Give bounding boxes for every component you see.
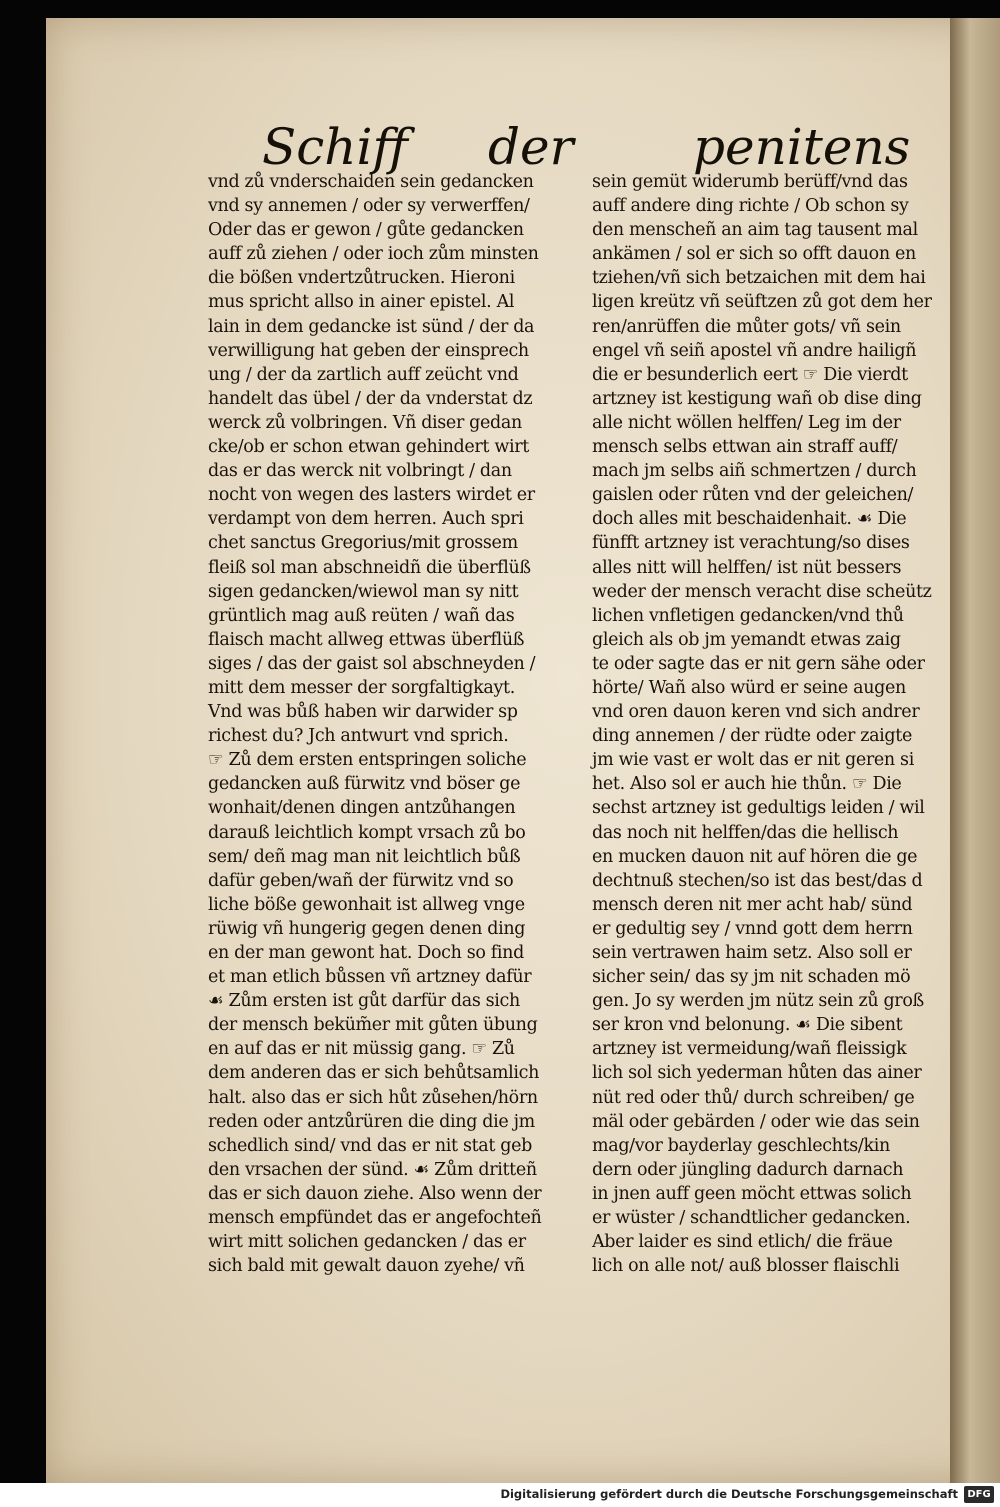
text-line: nocht von wegen des lasters wirdet er: [208, 485, 535, 506]
text-line: lich on alle not/ auß blosser flaischli: [592, 1256, 900, 1277]
text-line: vnd sy annemen / oder sy verwerffen/: [208, 196, 530, 217]
text-line: vnd oren dauon keren vnd sich andrer: [592, 702, 920, 723]
text-line: Oder das er gewon / gůte gedancken: [208, 220, 524, 241]
text-line: wirt mitt solichen gedancken / das er: [208, 1232, 526, 1253]
text-line: Vnd was bůß haben wir darwider sp: [208, 702, 518, 723]
text-line: reden oder antzůrüren die ding die jm: [208, 1111, 535, 1132]
text-line: dechtnuß stechen/so ist das best/das d: [592, 870, 923, 891]
header-right-word: penitens: [693, 118, 911, 176]
text-line: weder der mensch veracht dise scheütz: [592, 581, 932, 602]
text-line: sechst artzney ist gedultigs leiden / wil: [592, 798, 925, 819]
text-line: lichen vnfletigen gedancken/vnd thů: [592, 605, 904, 626]
text-line: en auf das er nit müssig gang. ☞ Zů: [208, 1039, 515, 1060]
text-line: vnd zů vnderschaiden sein gedancken: [208, 172, 534, 192]
text-line: mus spricht allso in ainer epistel. Al: [208, 292, 515, 313]
text-line: gaislen oder růten vnd der geleichen/: [592, 485, 914, 506]
text-line: gedancken auß fürwitz vnd böser ge: [208, 774, 521, 795]
text-line: ☞ Zů dem ersten entspringen soliche: [208, 750, 527, 771]
text-line: mäl oder gebärden / oder wie das sein: [592, 1111, 920, 1132]
text-line: ligen kreütz vñ seüftzen zů got dem her: [592, 292, 932, 313]
text-line: alles nitt will helffen/ ist nüt bessers: [592, 557, 902, 578]
text-line: engel vñ seiñ apostel vñ andre hailigñ: [592, 340, 917, 361]
header-middle-word: der: [488, 118, 574, 176]
text-line: verwilligung hat geben der einsprech: [208, 340, 529, 361]
text-line: doch alles mit beschaidenhait. ☙ Die: [592, 509, 907, 530]
text-line: cke/ob er schon etwan gehindert wirt: [208, 437, 529, 458]
text-line: fleiß sol man abschneidñ die überflüß: [208, 557, 531, 578]
text-line: siges / das der gaist sol abschneyden /: [208, 653, 536, 674]
text-line: halt. also das er sich hůt zůsehen/hörn: [208, 1087, 538, 1108]
text-line: auff andere ding richte / Ob schon sy: [592, 196, 909, 217]
text-line: sich bald mit gewalt dauon zyehe/ vñ: [208, 1256, 525, 1277]
text-line: sein vertrawen haim setz. Also soll er: [592, 943, 912, 963]
text-line: sein gemüt widerumb berüff/vnd das: [592, 172, 908, 192]
text-line: er wüster / schandtlicher gedancken.: [592, 1208, 911, 1229]
text-line: lich sol sich yederman hůten das ainer: [592, 1063, 922, 1084]
text-line: en mucken dauon nit auf hören die ge: [592, 846, 918, 867]
text-line: die bößen vndertzůtrucken. Hieroni: [208, 268, 515, 289]
text-line: artzney ist kestigung wañ ob dise ding: [592, 388, 922, 409]
text-line: auff zů ziehen / oder ioch zům minsten: [208, 244, 539, 265]
text-line: ser kron vnd belonung. ☙ Die sibent: [592, 1015, 903, 1036]
text-line: rüwig vñ hungerig gegen denen ding: [208, 918, 526, 939]
text-line: gleich als ob jm yemandt etwas zaig: [592, 629, 901, 650]
text-line: tziehen/vñ sich betzaichen mit dem hai: [592, 268, 926, 289]
text-line: te oder sagte das er nit gern sähe oder: [592, 653, 925, 674]
text-line: mensch selbs ettwan ain straff auff/: [592, 437, 898, 458]
text-line: sigen gedancken/wiewol man sy nitt: [208, 581, 519, 602]
funding-credit: Digitalisierung gefördert durch die Deutsche Forschungsgemeinschaft: [500, 1487, 958, 1501]
text-line: verdampt von dem herren. Auch spri: [208, 509, 524, 530]
text-line: das er das werck nit volbringt / dan: [208, 461, 512, 482]
text-line: das noch nit helffen/das die hellisch: [592, 822, 899, 843]
left-text-column: [208, 170, 580, 1278]
text-line: den menscheñ an aim tag tausent mal: [592, 220, 918, 241]
text-line: lain in dem gedancke ist sünd / der da: [208, 316, 535, 337]
digitization-footer: [0, 1483, 1000, 1507]
text-line: dafür geben/wañ der fürwitz vnd so: [208, 870, 514, 891]
text-line: flaisch macht allweg ettwas überflüß: [208, 629, 525, 650]
text-line: in jnen auff geen möcht ettwas solich: [592, 1183, 912, 1204]
text-line: richest du? Jch antwurt vnd sprich.: [208, 726, 509, 747]
text-line: der mensch beküm̃er mit gůten übung: [208, 1015, 538, 1036]
header-left-word: Schiff: [262, 118, 408, 176]
text-line: dern oder jüngling dadurch darnach: [592, 1159, 904, 1180]
text-line: jm wie vast er wolt das er nit geren si: [592, 750, 914, 771]
text-line: grüntlich mag auß reüten / wañ das: [208, 605, 515, 626]
text-line: schedlich sind/ vnd das er nit stat geb: [208, 1135, 532, 1156]
text-line: werck zů volbringen. Vñ diser gedan: [208, 412, 522, 433]
text-line: et man etlich bůssen vñ artzney dafür: [208, 967, 532, 988]
text-line: het. Also sol er auch hie thůn. ☞ Die: [592, 774, 902, 795]
text-line: dem anderen das er sich behůtsamlich: [208, 1063, 540, 1084]
text-line: hörte/ Wañ also würd er seine augen: [592, 677, 906, 698]
text-line: artzney ist vermeidung/wañ fleissigk: [592, 1039, 907, 1060]
text-line: darauß leichtlich kompt vrsach zů bo: [208, 822, 526, 843]
right-text-column: [592, 170, 964, 1278]
text-line: liche böße gewonhait ist allweg vnge: [208, 894, 525, 915]
text-line: den vrsachen der sünd. ☙ Zům dritteñ: [208, 1159, 537, 1180]
text-line: gen. Jo sy werden jm nütz sein zů groß: [592, 991, 924, 1012]
dfg-logo: DFG: [964, 1486, 994, 1503]
text-line: fünfft artzney ist verachtung/so dises: [592, 533, 910, 554]
text-line: ren/anrüffen die můter gots/ vñ sein: [592, 316, 901, 337]
text-line: ding annemen / der rüdte oder zaigte: [592, 726, 912, 747]
text-line: handelt das übel / der da vnderstat dz: [208, 388, 533, 409]
text-line: ☙ Zům ersten ist gůt darfür das sich: [208, 991, 520, 1012]
text-line: mag/vor bayderlay geschlechts/kin: [592, 1135, 890, 1156]
text-line: mensch empfündet das er angefochteñ: [208, 1208, 542, 1229]
text-line: chet sanctus Gregorius/mit grossem: [208, 533, 518, 554]
text-line: nüt red oder thů/ durch schreiben/ ge: [592, 1087, 915, 1108]
text-line: alle nicht wöllen helffen/ Leg im der: [592, 412, 901, 433]
text-line: ung / der da zartlich auff zeücht vnd: [208, 364, 519, 385]
text-line: das er sich dauon ziehe. Also wenn der: [208, 1183, 542, 1204]
text-line: en der man gewont hat. Doch so find: [208, 943, 524, 963]
text-line: Aber laider es sind etlich/ die fräue: [592, 1232, 893, 1253]
text-line: mensch deren nit mer acht hab/ sünd: [592, 894, 913, 915]
text-line: sicher sein/ das sy jm nit schaden mö: [592, 967, 911, 988]
text-line: sem/ deñ mag man nit leichtlich bůß: [208, 846, 521, 867]
text-line: mach jm selbs aiñ schmertzen / durch: [592, 461, 917, 482]
text-line: ankämen / sol er sich so offt dauon en: [592, 244, 916, 265]
text-line: die er besunderlich eert ☞ Die vierdt: [592, 364, 908, 385]
text-line: er gedultig sey / vnnd gott dem herrn: [592, 918, 913, 939]
text-line: mitt dem messer der sorgfaltigkayt.: [208, 677, 515, 698]
text-line: wonhait/denen dingen antzůhangen: [208, 798, 516, 819]
